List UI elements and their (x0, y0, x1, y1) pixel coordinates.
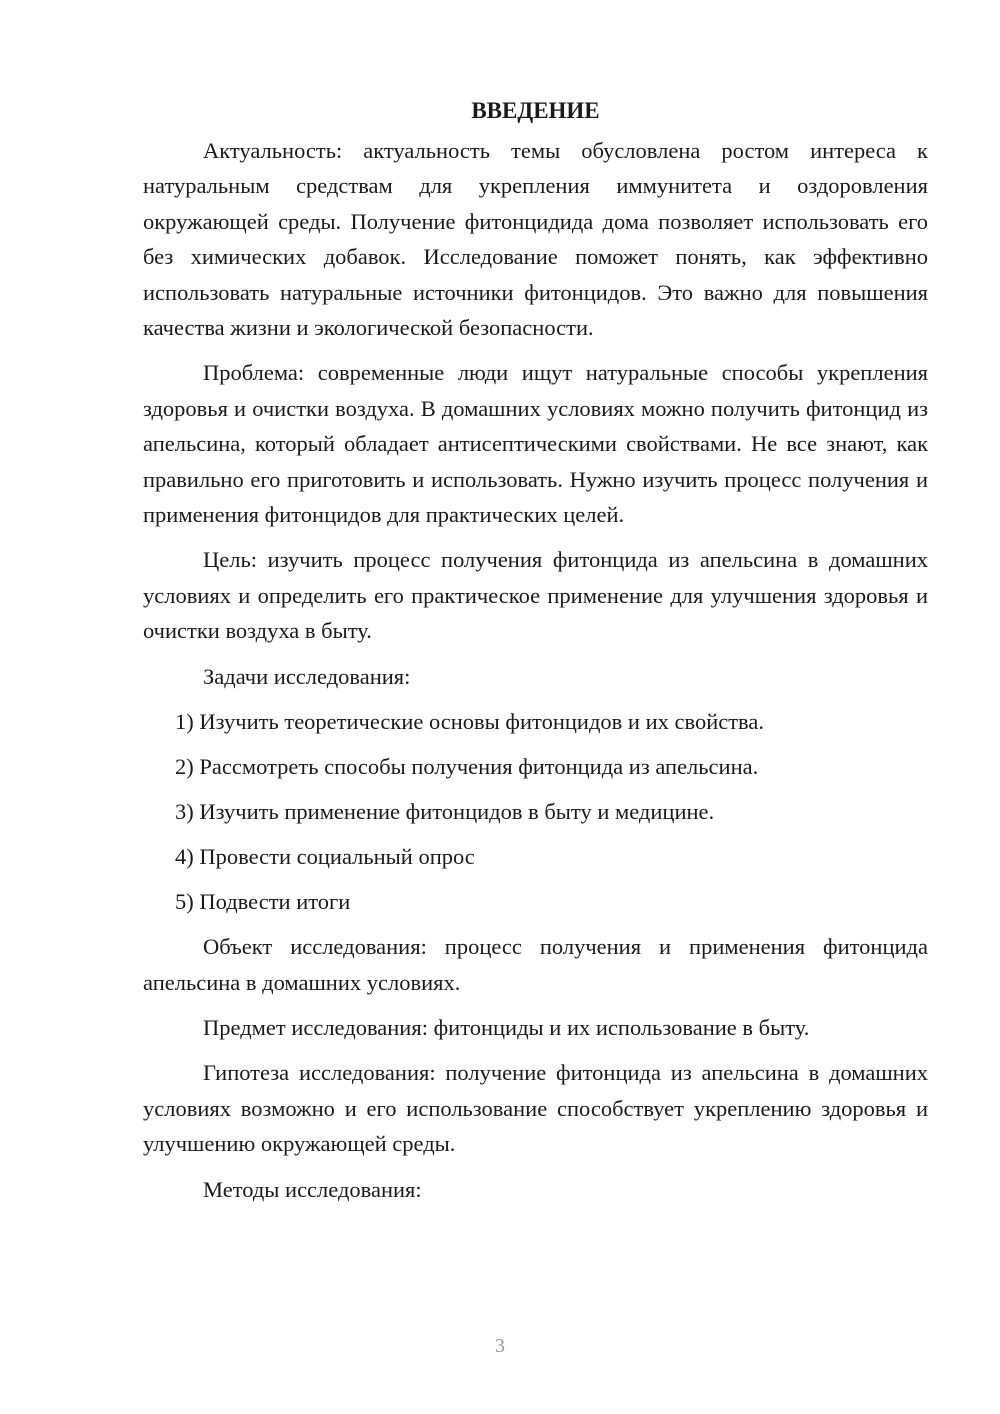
methods-heading: Методы исследования: (203, 1176, 422, 1202)
list-item: 4) Провести социальный опрос (175, 844, 475, 870)
problem-paragraph: Проблема: современные люди ищут натуральные способы укрепления здоровья и очистки воздуха. В домашних условиях можно получить фитонцид из апельсина, который обладает антисептическими свойствами. Не все знают, как правильно его приготовить и использовать. Нужно изучить процесс получения и применения фитонцидов для практических целей. (143, 360, 928, 528)
page-title: ВВЕДЕНИЕ (471, 98, 600, 123)
tasks-list (143, 704, 928, 919)
list-item: 1) Изучить теоретические основы фитонцидов и их свойства. (175, 709, 764, 735)
subject-paragraph: Предмет исследования: фитонциды и их использование в быту. (203, 1014, 810, 1040)
list-item: 3) Изучить применение фитонцидов в быту и медицине. (175, 799, 715, 825)
hypothesis-paragraph: Гипотеза исследования: получение фитонцида из апельсина в домашних условиях возможно и его использование способствует укреплению здоровья и улучшению окружающей среды. (143, 1060, 928, 1157)
document-page (143, 95, 928, 1217)
list-item: 5) Подвести итоги (175, 889, 351, 915)
list-item: 2) Рассмотреть способы получения фитонцида из апельсина. (175, 754, 759, 780)
tasks-heading: Задачи исследования: (203, 663, 411, 689)
page-number: 3 (495, 1335, 505, 1357)
goal-paragraph: Цель: изучить процесс получения фитонцида из апельсина в домашних условиях и определить его практическое применение для улучшения здоровья и очистки воздуха в быту. (143, 547, 928, 644)
relevance-paragraph: Актуальность: актуальность темы обусловлена ростом интереса к натуральным средствам для укрепления иммунитета и оздоровления окружающей среды. Получение фитонцидида дома позволяет использовать его без химических добавок. Исследование поможет понять, как эффективно использовать натуральные источники фитонцидов. Это важно для повышения качества жизни и экологической безопасности. (143, 138, 928, 341)
object-paragraph: Объект исследования: процесс получения и применения фитонцида апельсина в домашних условиях. (143, 934, 928, 995)
